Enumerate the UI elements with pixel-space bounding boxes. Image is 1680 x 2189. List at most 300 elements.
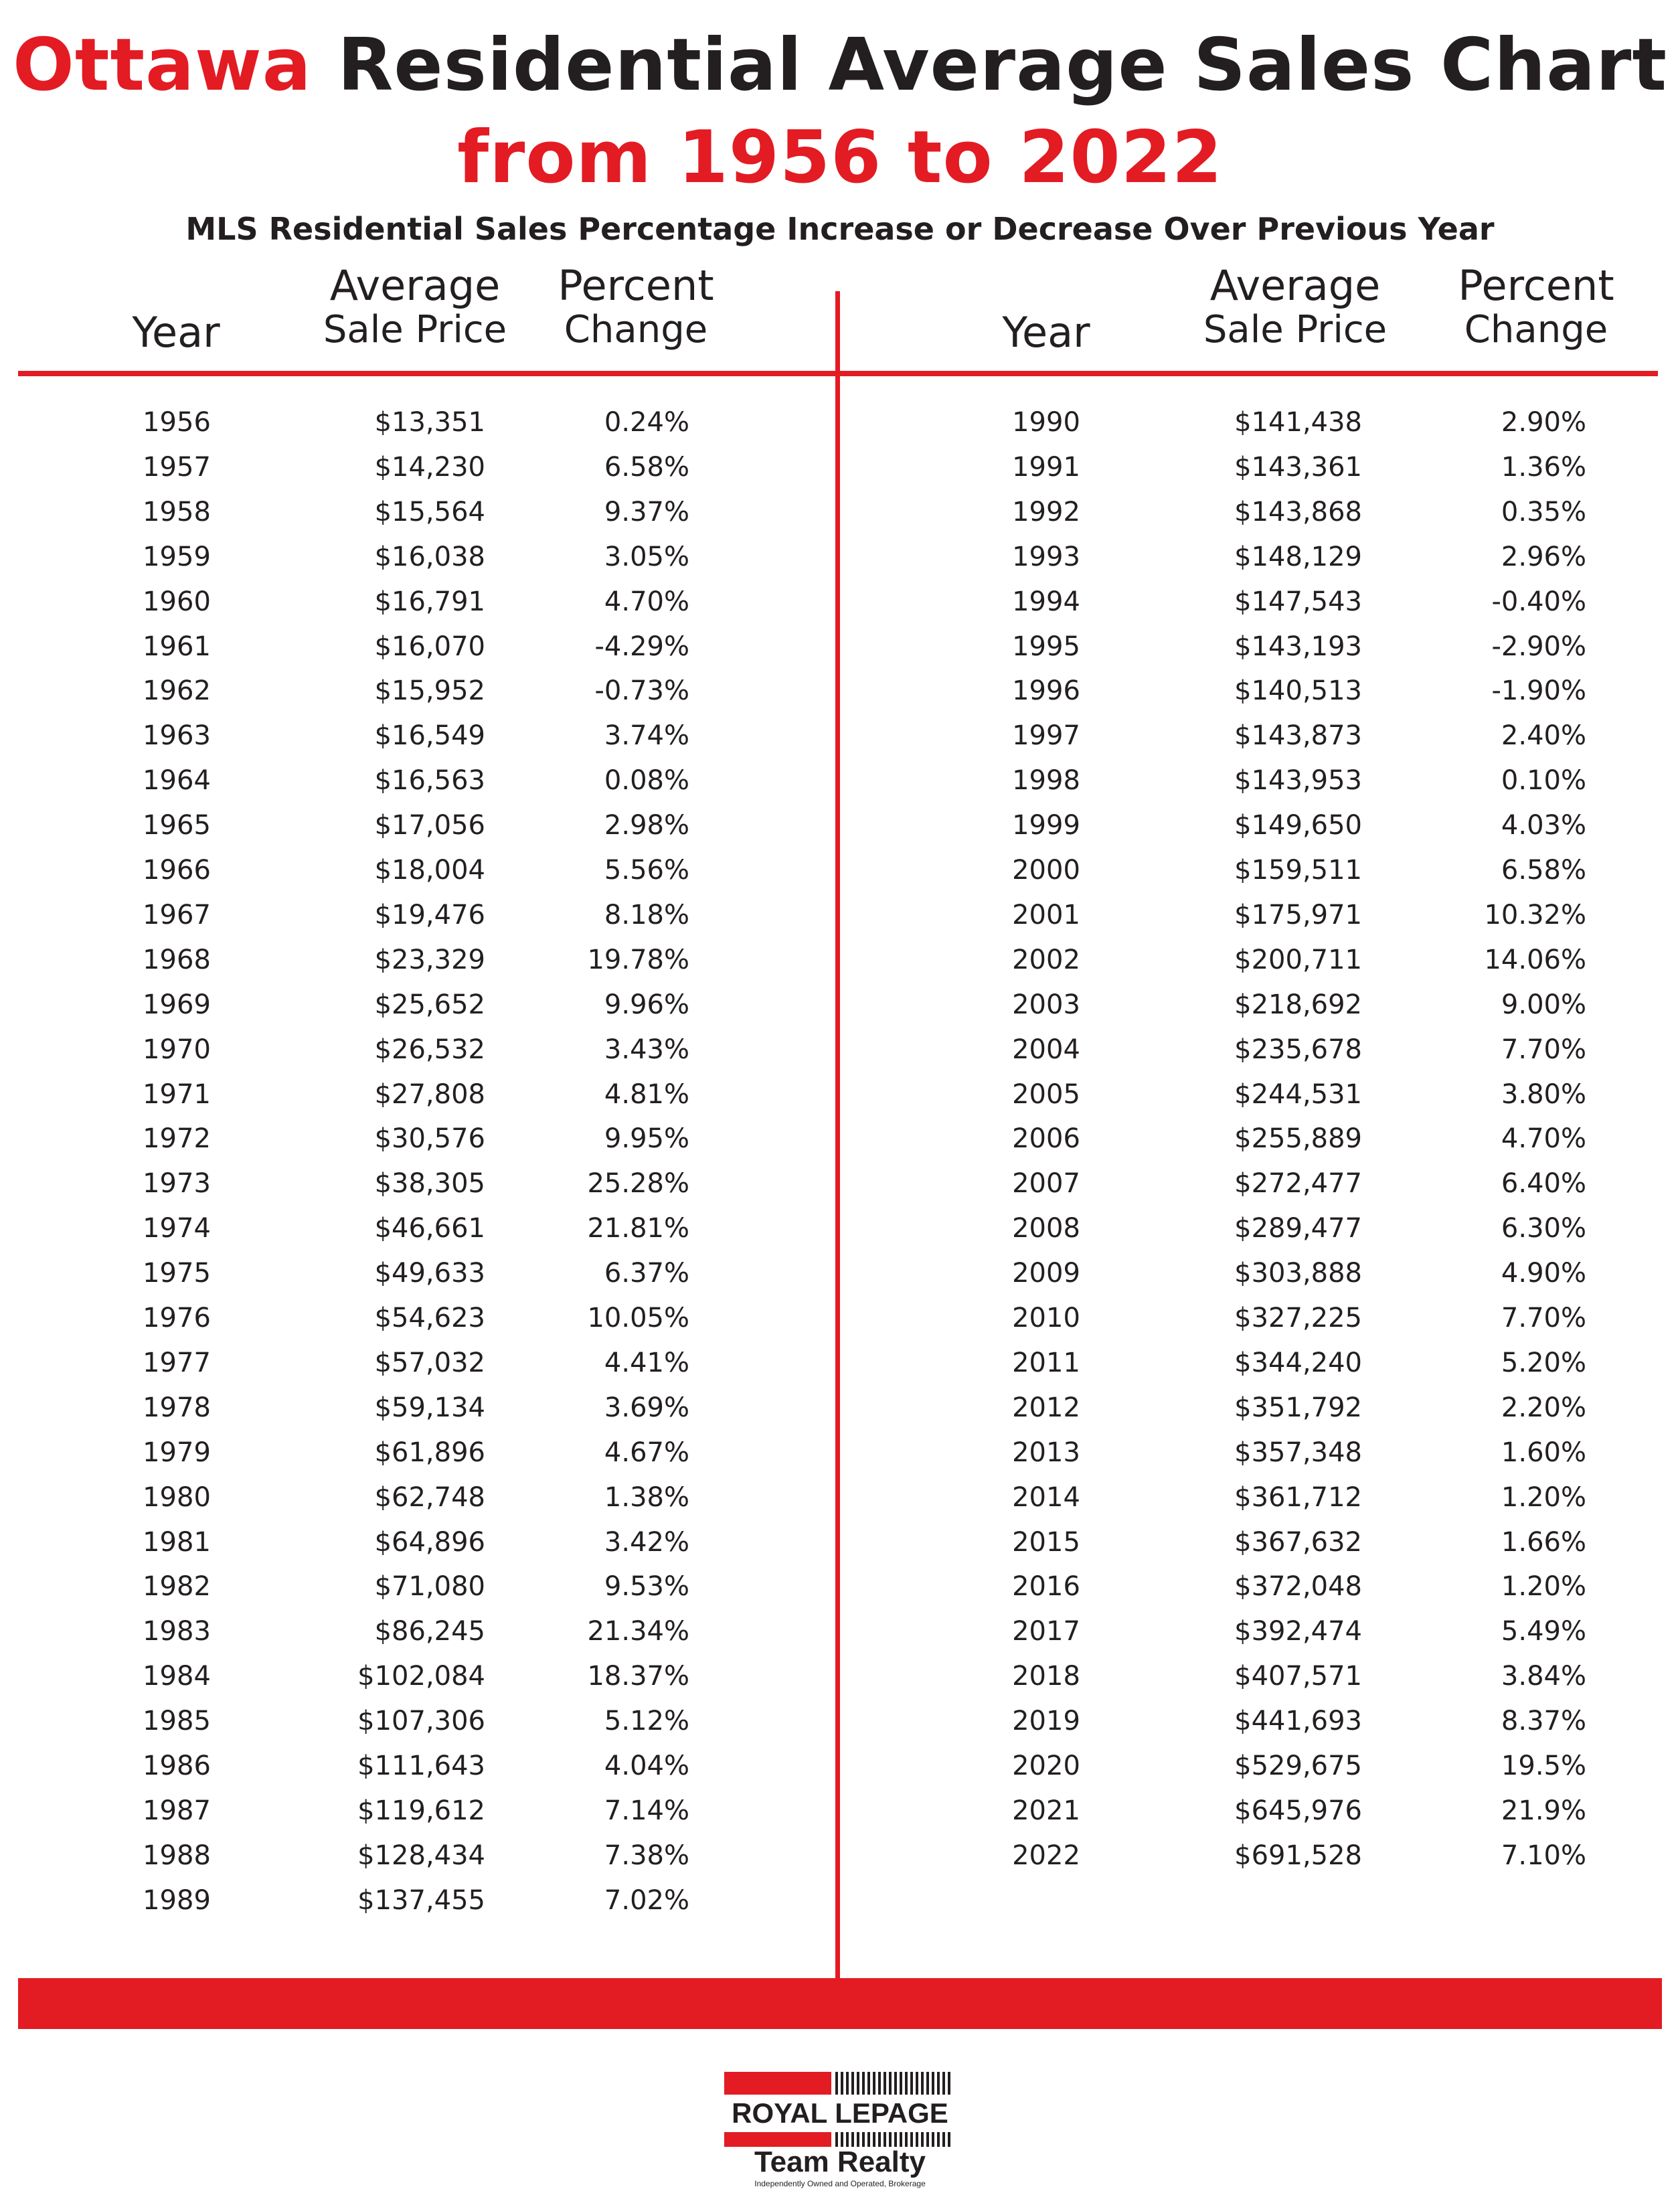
price-cell: $137,455: [357, 1884, 485, 1916]
price-cell: $200,711: [1234, 944, 1362, 975]
table-row: [0, 1296, 1680, 1340]
page-title: [0, 20, 1680, 111]
logo-mid-stripe: [724, 2132, 956, 2147]
table-row: [0, 983, 1680, 1027]
bottom-bar: [18, 1978, 1662, 2029]
price-cell: $64,896: [374, 1526, 485, 1558]
year-cell: 1976: [143, 1303, 211, 1333]
year-cell: 2001: [1012, 899, 1080, 930]
pct-cell: 9.96%: [604, 989, 689, 1020]
logo-bar: [873, 2132, 875, 2147]
price-cell: $645,976: [1234, 1795, 1362, 1826]
pct-cell: 7.70%: [1501, 1303, 1586, 1333]
price-cell: $16,549: [374, 720, 485, 752]
pct-cell: 6.30%: [1501, 1213, 1586, 1244]
year-cell: 1981: [143, 1526, 211, 1558]
table-row: [0, 1206, 1680, 1250]
price-cell: $25,652: [374, 989, 485, 1020]
year-cell: 2009: [1012, 1258, 1080, 1289]
logo-bar: [926, 2072, 929, 2095]
year-cell: 1997: [1012, 720, 1080, 752]
table-row: [0, 758, 1680, 803]
logo-barcode-top: [835, 2072, 956, 2095]
table-row: [0, 714, 1680, 758]
pct-cell: 10.05%: [587, 1303, 689, 1333]
table-row: [0, 535, 1680, 579]
pct-cell: 6.58%: [1501, 855, 1586, 886]
price-cell: $13,351: [374, 407, 485, 438]
table-row: [0, 400, 1680, 444]
year-cell: 1962: [143, 675, 211, 707]
logo-red-block-mid: [724, 2132, 831, 2147]
price-cell: $107,306: [357, 1706, 485, 1737]
pct-cell: 7.02%: [604, 1884, 689, 1916]
pct-cell: 0.08%: [604, 765, 689, 797]
pct-cell: 9.00%: [1501, 989, 1586, 1020]
title-range: [0, 112, 1680, 204]
year-cell: 1963: [143, 720, 211, 752]
price-cell: $30,576: [374, 1123, 485, 1155]
logo-bar: [873, 2072, 875, 2095]
year-cell: 1986: [143, 1751, 211, 1781]
subtitle: MLS Residential Sales Percentage Increase or Decrease Over Previous Year: [185, 211, 1495, 247]
price-cell: $407,571: [1234, 1661, 1362, 1692]
year-cell: 2007: [1012, 1168, 1080, 1200]
logo-bar: [916, 2132, 918, 2147]
price-cell: $691,528: [1234, 1840, 1362, 1871]
right-header-pct-line1: Percent: [1458, 261, 1614, 310]
pct-cell: 6.40%: [1501, 1168, 1586, 1200]
logo-bar: [851, 2072, 854, 2095]
logo-bar: [894, 2132, 897, 2147]
logo-bar: [857, 2072, 859, 2095]
year-cell: 1984: [143, 1661, 211, 1692]
price-cell: $143,873: [1234, 720, 1362, 752]
pct-cell: 5.56%: [604, 855, 689, 886]
price-cell: $46,661: [374, 1213, 485, 1244]
logo-bar: [841, 2132, 843, 2147]
right-header-price-line2: Sale Price: [1203, 308, 1388, 351]
year-cell: 1996: [1012, 675, 1080, 707]
price-cell: $61,896: [374, 1437, 485, 1468]
logo-bar: [835, 2072, 838, 2095]
year-cell: 2012: [1012, 1392, 1080, 1423]
table-row: [0, 938, 1680, 982]
price-cell: $16,070: [374, 631, 485, 662]
table-row: [0, 669, 1680, 713]
logo-bar: [910, 2132, 913, 2147]
logo-bar: [894, 2072, 897, 2095]
pct-cell: 4.67%: [604, 1437, 689, 1468]
price-cell: $361,712: [1234, 1481, 1362, 1513]
year-cell: 1995: [1012, 631, 1080, 662]
price-cell: $57,032: [374, 1347, 485, 1378]
logo-bar: [921, 2072, 924, 2095]
table-row: [0, 1386, 1680, 1430]
pct-cell: 5.12%: [604, 1706, 689, 1737]
table-row: [0, 1654, 1680, 1698]
year-cell: 1956: [143, 407, 211, 438]
year-cell: 1961: [143, 631, 211, 662]
year-cell: 2002: [1012, 944, 1080, 975]
price-cell: $244,531: [1234, 1078, 1362, 1110]
pct-cell: 3.84%: [1501, 1661, 1586, 1692]
year-cell: 1999: [1012, 810, 1080, 841]
pct-cell: -4.29%: [594, 631, 689, 662]
year-cell: 2020: [1012, 1751, 1080, 1781]
year-cell: 1982: [143, 1571, 211, 1603]
pct-cell: 4.70%: [1501, 1123, 1586, 1155]
table-row: [0, 580, 1680, 624]
year-cell: 1966: [143, 855, 211, 886]
year-cell: 2016: [1012, 1571, 1080, 1603]
year-cell: 1993: [1012, 541, 1080, 572]
pct-cell: 18.37%: [587, 1661, 689, 1692]
year-cell: 2008: [1012, 1213, 1080, 1244]
table-row: [0, 848, 1680, 892]
table-row: [0, 1878, 1680, 1923]
price-cell: $59,134: [374, 1392, 485, 1423]
year-cell: 1979: [143, 1437, 211, 1468]
year-cell: 1974: [143, 1213, 211, 1244]
right-header-price-line1: Average: [1209, 261, 1381, 310]
price-cell: $272,477: [1234, 1168, 1362, 1200]
left-header-price: [315, 261, 515, 352]
year-cell: 1992: [1012, 496, 1080, 528]
year-cell: 1975: [143, 1258, 211, 1289]
price-cell: $49,633: [374, 1258, 485, 1289]
price-cell: $147,543: [1234, 586, 1362, 617]
year-cell: 1972: [143, 1123, 211, 1155]
price-cell: $16,038: [374, 541, 485, 572]
pct-cell: 21.9%: [1501, 1795, 1586, 1826]
logo-bar: [867, 2132, 870, 2147]
table-row: [0, 1609, 1680, 1653]
price-cell: $16,563: [374, 765, 485, 797]
year-cell: 2006: [1012, 1123, 1080, 1155]
price-cell: $15,564: [374, 496, 485, 528]
pct-cell: 5.20%: [1501, 1347, 1586, 1378]
price-cell: $143,953: [1234, 765, 1362, 797]
price-cell: $17,056: [374, 810, 485, 841]
pct-cell: 2.40%: [1501, 720, 1586, 752]
table-row: [0, 625, 1680, 669]
price-cell: $71,080: [374, 1571, 485, 1603]
logo-bar: [932, 2072, 934, 2095]
left-header-price-line1: Average: [329, 261, 501, 310]
price-cell: $15,952: [374, 675, 485, 707]
price-cell: $143,361: [1234, 451, 1362, 483]
year-cell: 1990: [1012, 407, 1080, 438]
price-cell: $38,305: [374, 1168, 485, 1200]
year-cell: 1959: [143, 541, 211, 572]
pct-cell: 4.04%: [604, 1751, 689, 1781]
logo-bar: [878, 2072, 881, 2095]
logo-bar: [900, 2132, 902, 2147]
pct-cell: 3.42%: [604, 1526, 689, 1558]
pct-cell: 9.95%: [604, 1123, 689, 1155]
year-cell: 2015: [1012, 1526, 1080, 1558]
pct-cell: 9.53%: [604, 1571, 689, 1603]
pct-cell: 5.49%: [1501, 1616, 1586, 1647]
year-cell: 1971: [143, 1078, 211, 1110]
title-main: Residential Average Sales Chart: [337, 23, 1667, 107]
price-cell: $175,971: [1234, 899, 1362, 930]
pct-cell: 2.20%: [1501, 1392, 1586, 1423]
logo-bar: [932, 2132, 934, 2147]
royal-lepage-logo: [724, 2072, 956, 2186]
year-cell: 1987: [143, 1795, 211, 1826]
year-cell: 2019: [1012, 1706, 1080, 1737]
price-cell: $372,048: [1234, 1571, 1362, 1603]
year-cell: 2004: [1012, 1034, 1080, 1065]
year-cell: 1957: [143, 451, 211, 483]
left-header-pct-line1: Percent: [558, 261, 714, 310]
price-cell: $19,476: [374, 899, 485, 930]
year-cell: 1980: [143, 1481, 211, 1513]
pct-cell: 3.69%: [604, 1392, 689, 1423]
right-header-pct-line2: Change: [1464, 308, 1608, 351]
logo-bar: [905, 2072, 908, 2095]
table-row: [0, 445, 1680, 489]
logo-bar: [846, 2132, 849, 2147]
price-cell: $235,678: [1234, 1034, 1362, 1065]
year-cell: 2017: [1012, 1616, 1080, 1647]
year-cell: 2003: [1012, 989, 1080, 1020]
logo-bar: [889, 2132, 892, 2147]
table-row: [0, 1475, 1680, 1520]
price-cell: $143,193: [1234, 631, 1362, 662]
left-header-price-line2: Sale Price: [323, 308, 507, 351]
logo-bar: [846, 2072, 849, 2095]
pct-cell: 14.06%: [1484, 944, 1586, 975]
price-cell: $149,650: [1234, 810, 1362, 841]
price-cell: $16,791: [374, 586, 485, 617]
year-cell: 1998: [1012, 765, 1080, 797]
pct-cell: 21.34%: [587, 1616, 689, 1647]
price-cell: $18,004: [374, 855, 485, 886]
price-cell: $392,474: [1234, 1616, 1362, 1647]
logo-bar: [862, 2072, 865, 2095]
pct-cell: 19.78%: [587, 944, 689, 975]
year-cell: 1964: [143, 765, 211, 797]
left-header-pct-line2: Change: [564, 308, 708, 351]
right-header-year: Year: [1002, 308, 1090, 357]
logo-bar: [948, 2072, 950, 2095]
price-cell: $143,868: [1234, 496, 1362, 528]
price-cell: $367,632: [1234, 1526, 1362, 1558]
pct-cell: 1.20%: [1501, 1481, 1586, 1513]
pct-cell: 4.41%: [604, 1347, 689, 1378]
price-cell: $54,623: [374, 1303, 485, 1333]
year-cell: 1988: [143, 1840, 211, 1871]
pct-cell: 4.90%: [1501, 1258, 1586, 1289]
logo-barcode-mid: [835, 2132, 956, 2147]
price-cell: $119,612: [357, 1795, 485, 1826]
logo-bar: [921, 2132, 924, 2147]
pct-cell: 0.24%: [604, 407, 689, 438]
table-row: [0, 1834, 1680, 1878]
year-cell: 2010: [1012, 1303, 1080, 1333]
year-cell: 1991: [1012, 451, 1080, 483]
pct-cell: -0.73%: [594, 675, 689, 707]
logo-bar: [889, 2072, 892, 2095]
price-cell: $26,532: [374, 1034, 485, 1065]
table-row: [0, 1161, 1680, 1206]
year-cell: 1983: [143, 1616, 211, 1647]
pct-cell: 4.03%: [1501, 810, 1586, 841]
pct-cell: 1.20%: [1501, 1571, 1586, 1603]
table-row: [0, 1072, 1680, 1117]
price-cell: $344,240: [1234, 1347, 1362, 1378]
price-cell: $289,477: [1234, 1213, 1362, 1244]
pct-cell: 7.10%: [1501, 1840, 1586, 1871]
year-cell: 1977: [143, 1347, 211, 1378]
pct-cell: 2.90%: [1501, 407, 1586, 438]
logo-bar: [942, 2072, 945, 2095]
pct-cell: 3.80%: [1501, 1078, 1586, 1110]
logo-top-stripe: [724, 2072, 956, 2095]
logo-bar: [910, 2072, 913, 2095]
year-cell: 1969: [143, 989, 211, 1020]
table-row: [0, 803, 1680, 847]
pct-cell: 1.66%: [1501, 1526, 1586, 1558]
logo-bar: [948, 2132, 950, 2147]
year-cell: 2021: [1012, 1795, 1080, 1826]
right-header-pct: [1442, 261, 1630, 352]
price-cell: $141,438: [1234, 407, 1362, 438]
year-cell: 1960: [143, 586, 211, 617]
logo-bar: [884, 2132, 886, 2147]
logo-bar: [835, 2132, 838, 2147]
pct-cell: 10.32%: [1484, 899, 1586, 930]
logo-bar: [905, 2132, 908, 2147]
logo-bar: [916, 2072, 918, 2095]
logo-bar: [937, 2132, 940, 2147]
logo-bar: [851, 2132, 854, 2147]
table-row: [0, 1028, 1680, 1072]
pct-cell: 21.81%: [587, 1213, 689, 1244]
table-row: [0, 1564, 1680, 1609]
price-cell: $140,513: [1234, 675, 1362, 707]
price-cell: $14,230: [374, 451, 485, 483]
pct-cell: 0.10%: [1501, 765, 1586, 797]
pct-cell: 0.35%: [1501, 496, 1586, 528]
year-cell: 1978: [143, 1392, 211, 1423]
right-header-price: [1195, 261, 1396, 352]
pct-cell: 9.37%: [604, 496, 689, 528]
pct-cell: 6.58%: [604, 451, 689, 483]
pct-cell: -2.90%: [1491, 631, 1586, 662]
year-cell: 1965: [143, 810, 211, 841]
pct-cell: 19.5%: [1501, 1751, 1586, 1781]
table-row: [0, 1251, 1680, 1295]
year-cell: 1968: [143, 944, 211, 975]
logo-bar: [884, 2072, 886, 2095]
pct-cell: 4.81%: [604, 1078, 689, 1110]
logo-bar: [878, 2132, 881, 2147]
year-cell: 2013: [1012, 1437, 1080, 1468]
pct-cell: 4.70%: [604, 586, 689, 617]
table-row: [0, 893, 1680, 937]
table-row: [0, 1341, 1680, 1385]
price-cell: $303,888: [1234, 1258, 1362, 1289]
pct-cell: 3.74%: [604, 720, 689, 752]
price-cell: $102,084: [357, 1661, 485, 1692]
price-cell: $351,792: [1234, 1392, 1362, 1423]
pct-cell: 1.60%: [1501, 1437, 1586, 1468]
year-cell: 1970: [143, 1034, 211, 1065]
logo-bar: [926, 2132, 929, 2147]
pct-cell: 7.70%: [1501, 1034, 1586, 1065]
pct-cell: 8.18%: [604, 899, 689, 930]
year-cell: 1994: [1012, 586, 1080, 617]
table-row: [0, 1117, 1680, 1161]
logo-brand: ROYAL LEPAGE: [732, 2097, 948, 2129]
year-cell: 1985: [143, 1706, 211, 1737]
year-cell: 2018: [1012, 1661, 1080, 1692]
pct-cell: 6.37%: [604, 1258, 689, 1289]
price-cell: $218,692: [1234, 989, 1362, 1020]
title-range-text: from 1956 to 2022: [457, 116, 1223, 199]
pct-cell: 8.37%: [1501, 1706, 1586, 1737]
price-cell: $27,808: [374, 1078, 485, 1110]
price-cell: $62,748: [374, 1481, 485, 1513]
pct-cell: 7.38%: [604, 1840, 689, 1871]
logo-bar: [857, 2132, 859, 2147]
table-row: [0, 1744, 1680, 1788]
pct-cell: 2.96%: [1501, 541, 1586, 572]
price-cell: $128,434: [357, 1840, 485, 1871]
table-row: [0, 490, 1680, 534]
logo-bar: [900, 2072, 902, 2095]
logo-bar: [867, 2072, 870, 2095]
pct-cell: 1.38%: [604, 1481, 689, 1513]
pct-cell: 3.43%: [604, 1034, 689, 1065]
pct-cell: 25.28%: [587, 1168, 689, 1200]
year-cell: 1989: [143, 1884, 211, 1916]
pct-cell: 2.98%: [604, 810, 689, 841]
logo-bar: [862, 2132, 865, 2147]
left-header-pct: [542, 261, 730, 352]
price-cell: $357,348: [1234, 1437, 1362, 1468]
year-cell: 1967: [143, 899, 211, 930]
pct-cell: 7.14%: [604, 1795, 689, 1826]
logo-bar: [841, 2072, 843, 2095]
price-cell: $148,129: [1234, 541, 1362, 572]
table-row: [0, 1520, 1680, 1564]
price-cell: $255,889: [1234, 1123, 1362, 1155]
logo-tagline: Independently Owned and Operated, Brokerage: [754, 2179, 926, 2188]
price-cell: $23,329: [374, 944, 485, 975]
price-cell: $111,643: [357, 1751, 485, 1781]
pct-cell: 1.36%: [1501, 451, 1586, 483]
logo-bar: [942, 2132, 945, 2147]
year-cell: 1958: [143, 496, 211, 528]
pct-cell: -1.90%: [1491, 675, 1586, 707]
left-header-year: Year: [132, 308, 220, 357]
year-cell: 2011: [1012, 1347, 1080, 1378]
price-cell: $327,225: [1234, 1303, 1362, 1333]
logo-red-block: [724, 2072, 831, 2095]
logo-team: Team Realty: [754, 2145, 926, 2178]
year-cell: 1973: [143, 1168, 211, 1200]
year-cell: 2014: [1012, 1481, 1080, 1513]
pct-cell: -0.40%: [1491, 586, 1586, 617]
year-cell: 2022: [1012, 1840, 1080, 1871]
year-cell: 2005: [1012, 1078, 1080, 1110]
table-row: [0, 1431, 1680, 1475]
